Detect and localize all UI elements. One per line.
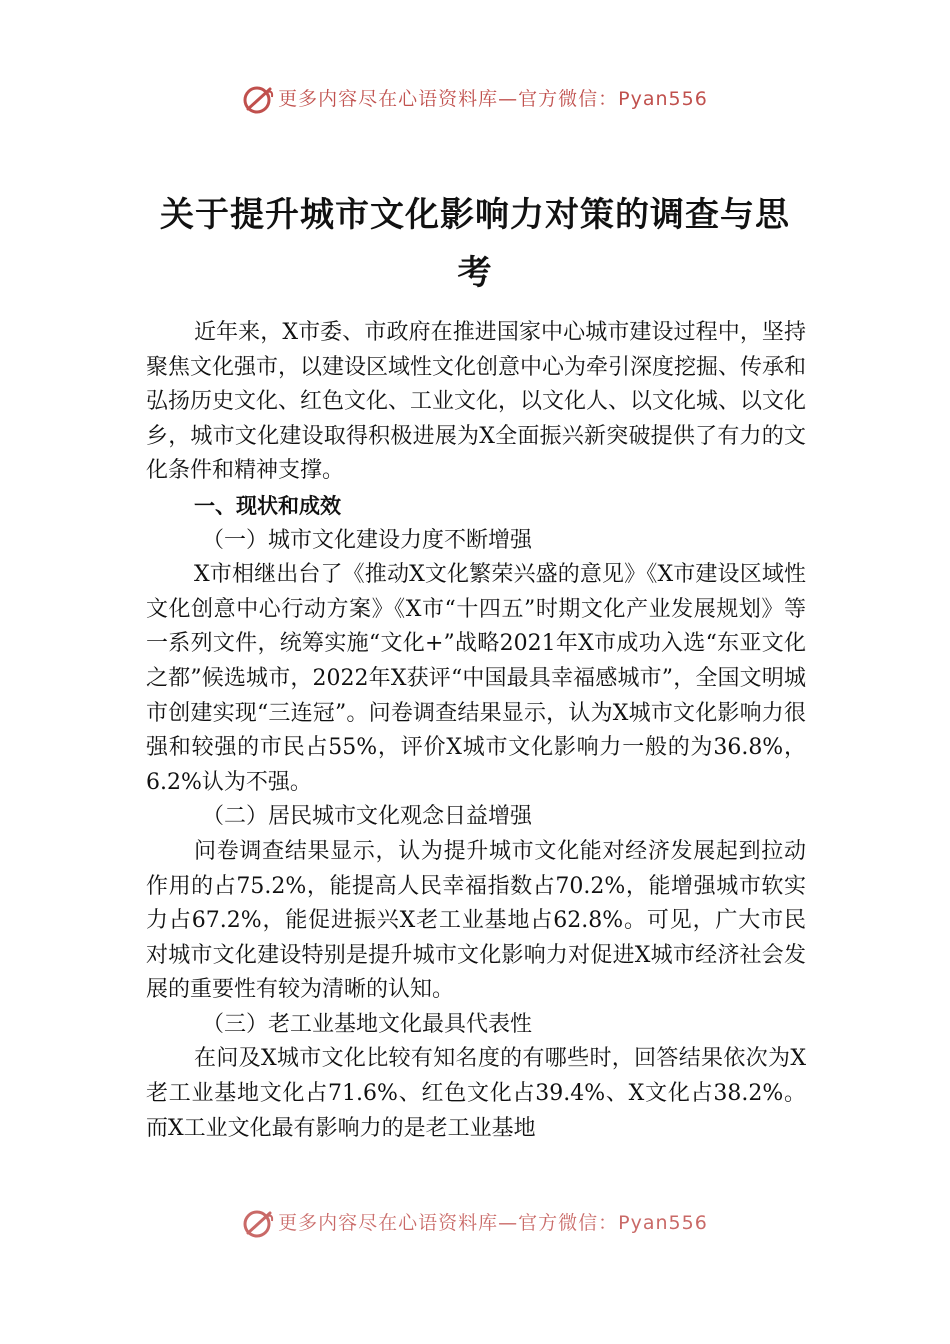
subsection-heading-2: （二）居民城市文化观念日益增强 (202, 804, 533, 830)
header-watermark (0, 84, 950, 115)
brush-logo-icon (242, 85, 276, 115)
subsection-body-1: X市相继出台了《推动X文化繁荣兴盛的意见》《X市建设区域性文化创意中心行动方案》《X市“十四五”时期文化产业发展规划》等一系列文件，统筹实施“文化+”战略2021年X市成功入选“东亚文化之都”候选城市，2022年X获评“中国最具幸福感城市”，全国文明城市创建实现“三连冠”。问卷调查结果显示，认为X城市文化影响力很强和较强的市民占55%，评价X城市文化影响力一般的为36.8%，6.2%认为不强。 (146, 562, 806, 795)
document-body (146, 316, 806, 1146)
subsection-heading-3: （三）老工业基地文化最具代表性 (202, 1011, 533, 1037)
section-heading: 一、现状和成效 (194, 493, 341, 518)
brush-logo-icon (242, 1209, 276, 1239)
footer-watermark-text: 更多内容尽在心语资料库—官方微信：Pyan556 (278, 1212, 708, 1234)
page-title: 关于提升城市文化影响力对策的调查与思考 (160, 195, 790, 293)
footer-watermark (0, 1208, 950, 1239)
header-watermark-text: 更多内容尽在心语资料库—官方微信：Pyan556 (278, 88, 708, 110)
subsection-body-3: 在问及X城市文化比较有知名度的有哪些时，回答结果依次为X老工业基地文化占71.6%、红色文化占39.4%、X文化占38.2%。而X工业文化最有影响力的是老工业基地 (146, 1046, 806, 1141)
subsection-heading-1: （一）城市文化建设力度不断增强 (202, 527, 533, 553)
intro-paragraph: 近年来，X市委、市政府在推进国家中心城市建设过程中，坚持聚焦文化强市，以建设区域性文化创意中心为牵引深度挖掘、传承和弘扬历史文化、红色文化、工业文化，以文化人、以文化城、以文化乡，城市文化建设取得积极进展为X全面振兴新突破提供了有力的文化条件和精神支撑。 (146, 320, 807, 484)
subsection-body-2: 问卷调查结果显示，认为提升城市文化能对经济发展起到拉动作用的占75.2%，能提高人民幸福指数占70.2%，能增强城市软实力占67.2%，能促进振兴X老工业基地占62.8%。可见，广大市民对城市文化建设特别是提升城市文化影响力对促进X城市经济社会发展的重要性有较为清晰的认知。 (146, 838, 806, 1003)
